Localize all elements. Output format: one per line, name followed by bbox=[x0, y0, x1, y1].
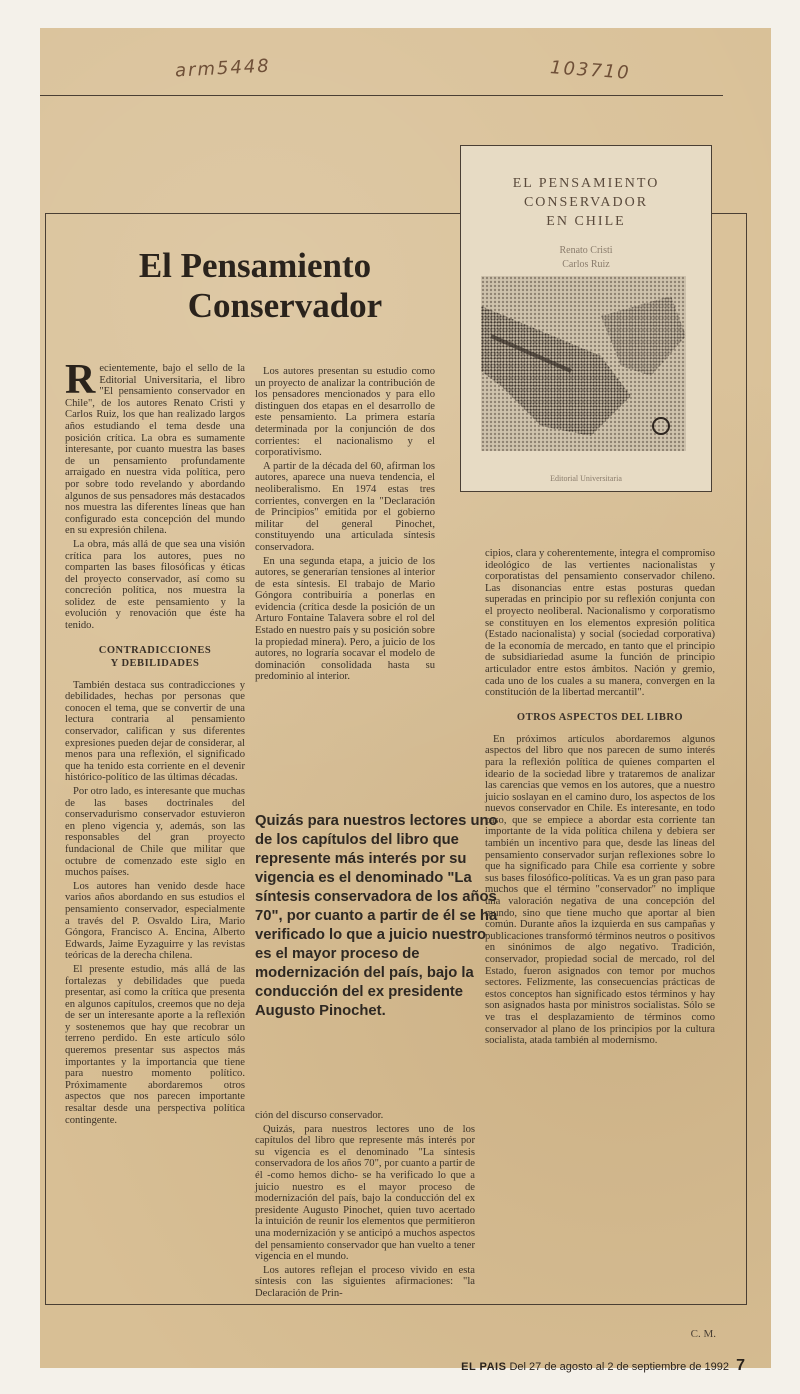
footer-publication: EL PAIS bbox=[461, 1361, 507, 1373]
paragraph: En próximos artículos abordaremos algunos aspectos del libro que nos parecen de sumo interés para la reflexión política de quienes comparten el ideario de la sociedad libre y trataremos de analizar las carencias que vemos en los autores, que a nuestro juicio soslayan en el camino duro, los aspectos de los nuevos conservador en Chile. Es interesante, en todo caso, que se empiece a abordar esta corriente tan importante de la vida política chilena y debiera ser también un incentivo para que, desde las líneas del pensamiento conservador surjan reflexiones sobre lo que ha significado para Chile esa corriente y sobre sus bases filosófico-políticas. Va es un gran paso para muchos que el término "conservador" no implique una valoración negativa de una concepción del mundo, sino que tiene mucho que aportar al bien común. Durante años la izquierda en sus campañas y publicaciones transformó términos neutros o positivos en sinónimos de algo negativo. Tradición, conservador, propiedad social de mercado, rol del Estado, fueron asignados con temor por muchos sectores. Felizmente, las consecuencias prácticas de estos conceptos han significado estos términos y hay son asignados hasta por ministros socialistas. Sólo se ve tras el desplazamiento de términos como conservador al plano de los principios por la cultura socialista, atada también al modernismo. bbox=[485, 733, 715, 1047]
book-cover-title-line: CONSERVADOR bbox=[523, 195, 649, 210]
paragraph: El presente estudio, más allá de las fortalezas y debilidades que pueda presentar, así como la crítica que presenta en algunos capítulos, creemos que no deja de ser un interesante aporte a la reflexión y sostenemos que hay que recobrar un terreno perdido. En este artículo sólo queremos presentar sus aspectos más importantes y la importancia que tiene para nuestro momento político. Próximamente abordaremos otros aspectos que nos parecen importante resaltar desde una perspectiva política contingente. bbox=[65, 963, 245, 1126]
subhead-line: CONTRADICCIONES bbox=[98, 644, 212, 656]
intro-text: ecientemente, bajo el sello de la Editorial Universitaria, el libro "El pensamiento conservador en Chile", de los autores Renato Cristi y Carlos Ruiz, los que han realizado largos años estudiando el tema desde una posición crítica. La obra es sumamente interesante, por cuanto muestra las bases de un pensamiento profundamente arraigado en nuestra vida política, pero por sobre todo revelando y abordando algunos de sus pensadores más destacados nos muestra las diferentes líneas que han configurado esta concepción del mundo en su expresión chilena. bbox=[65, 363, 245, 537]
book-cover-author: Renato Cristi bbox=[559, 245, 613, 256]
page-footer bbox=[395, 1357, 745, 1375]
paragraph: En una segunda etapa, a juicio de los autores, se generarían tensiones al interior de esta síntesis. El trabajo de Mario Góngora contribuiría a ponerlas en evidencia (crítica desde la posición de un Arturo Fontaine Talavera sobre el rol del Estado en nuestro país y su posición sobre la propiedad minera). Pero, a juicio de los autores, no lograría socavar el modelo de dominación consolidada hasta su predominio al interior. bbox=[255, 555, 435, 683]
paragraph: ción del discurso conservador. bbox=[255, 1110, 384, 1121]
drop-cap: R bbox=[65, 357, 96, 403]
author-initials: C. M. bbox=[690, 1328, 716, 1340]
newspaper-clipping bbox=[40, 28, 771, 1374]
book-cover-title-line: EL PENSAMIENTO bbox=[512, 176, 660, 191]
handwritten-archive-number: arm5448 bbox=[174, 55, 272, 82]
pull-quote: Quizás para nuestros lectores uno de los capítulos del libro que represente más interés por su vigencia es el denominado "La síntesis conservadora de los años 70", por cuanto a partir de él se ha verificado lo que a juicio nuestro es el mayor proceso de modernización del país, bajo la conducción del ex presidente Augusto Pinochet. bbox=[255, 813, 498, 1019]
paragraph: También destaca sus contradicciones y debilidades, hechas por personas que conocen el tema, que se convertir de una lectura contraria al pensamiento conservador, califican y sus diferentes expresiones pueden dejar de considerar, al menos para una reflexión, el significado que ha tenido esta corriente en el devenir histórico-político de las últimas décadas. bbox=[65, 679, 245, 784]
headline-line-2: Conservador bbox=[187, 286, 383, 325]
book-cover-author: Carlos Ruiz bbox=[562, 259, 610, 270]
paragraph: Quizás, para nuestros lectores uno de los capítulos del libro que represente más interés por su vigencia es el denominado "La síntesis conservadora de los años 70", por cuanto a partir de él -como hemos dicho- se ha verificado lo que a juicio nuestro es el mayor proceso de modernización del país, bajo la conducción del ex presidente Augusto Pinochet, quien tuvo acertado la intuición de reunir los elementos que permitieron una modernización y se anticipó a muchos aspectos del pensamiento conservador que han vuelto a tener vigencia en el mundo. bbox=[255, 1123, 475, 1263]
paragraph: Por otro lado, es interesante que muchas de las bases doctrinales del conservadurismo conservador estuvieron en pleno vigencia y, además, son las responsables del gran proyecto fundacional de Chile que militar que octubre de comenzado este siglo en muchos países. bbox=[65, 786, 245, 879]
book-cover-authors bbox=[461, 244, 711, 272]
article-column-1 bbox=[65, 357, 245, 1128]
article-intro-paragraph bbox=[65, 357, 245, 537]
book-cover-image bbox=[460, 145, 712, 492]
paragraph: cipios, clara y coherentemente, integra el compromiso ideológico de las vertientes nacionalistas y corporatistas del pensamiento conservador chileno. Las disonancias entre estas posturas quedan superadas en principio por su reflexión conjunta con el proyecto neoliberal. Nacionalismo y corporatismo se constituyen en los elementos expresión política (Estado nacionalista) y social (sociedad corporativa) de la economía de mercado, en tanto que el principio de subsidiariedad asume la función de principio articulador entre estos ámbitos. Nación y gremio, cada uno de los cuales a su manera, convergen en la constitución de la libertad mercantil". bbox=[485, 548, 715, 699]
article-headline bbox=[95, 246, 415, 326]
subhead-line: Y DEBILIDADES bbox=[110, 657, 200, 669]
footer-dates: Del 27 de agosto al 2 de septiembre de 1992 bbox=[509, 1361, 730, 1373]
headline-line-1: El Pensamiento bbox=[138, 246, 372, 285]
paragraph: A partir de la década del 60, afirman los autores, aparece una nueva tendencia, el neoliberalismo. En 1974 estas tres corrientes, convergen en la "Declaración de Principios" emitida por el gobierno militar del general Pinochet, constituyendo una articulada síntesis conservadora. bbox=[255, 460, 435, 553]
footer-page-number: 7 bbox=[736, 1357, 745, 1374]
book-cover-title-line: EN CHILE bbox=[546, 214, 626, 229]
top-rule bbox=[40, 95, 723, 96]
article-column-2-bottom bbox=[255, 1110, 475, 1302]
paragraph: Los autores presentan su estudio como un proyecto de analizar la contribución de los pensadores mencionados y para ello distinguen dos etapas en el desarrollo de este pensamiento. La primera estaría determinada por la conjunción de dos corrientes: el nacionalismo y el corporativismo. bbox=[255, 366, 435, 459]
paragraph: Los autores han venido desde hace varios años abordando en sus estudios el pensamiento conservador, especialmente a través del P. Osvaldo Lira, Mario Góngora, Francisco A. Encina, Alberto Edwards, Jaime Eyzaguirre y las revistas teóricas de la derecha chilena. bbox=[65, 880, 245, 962]
handwritten-reference-number: 103710 bbox=[549, 57, 632, 84]
article-column-3 bbox=[485, 548, 715, 1049]
paragraph: La obra, más allá de que sea una visión crítica para los autores, pues no comparten las bases filosóficas y éticas del proyecto conservador, así como su concreción política, nos muestra la solidez de este pensamiento y la evolución y renovación que éste ha tenido. bbox=[65, 538, 245, 632]
subhead-contradicciones bbox=[65, 644, 245, 670]
article-column-2-top bbox=[255, 366, 435, 685]
paragraph: Los autores reflejan el proceso vivido en esta síntesis con las siguientes afirmaciones: "la Declaración de Prin- bbox=[255, 1264, 475, 1299]
subhead-otros-aspectos: OTROS ASPECTOS DEL LIBRO bbox=[516, 711, 684, 723]
book-cover-publisher: Editorial Universitaria bbox=[550, 474, 622, 483]
book-cover-illustration bbox=[481, 276, 686, 451]
book-cover-title bbox=[461, 174, 711, 231]
